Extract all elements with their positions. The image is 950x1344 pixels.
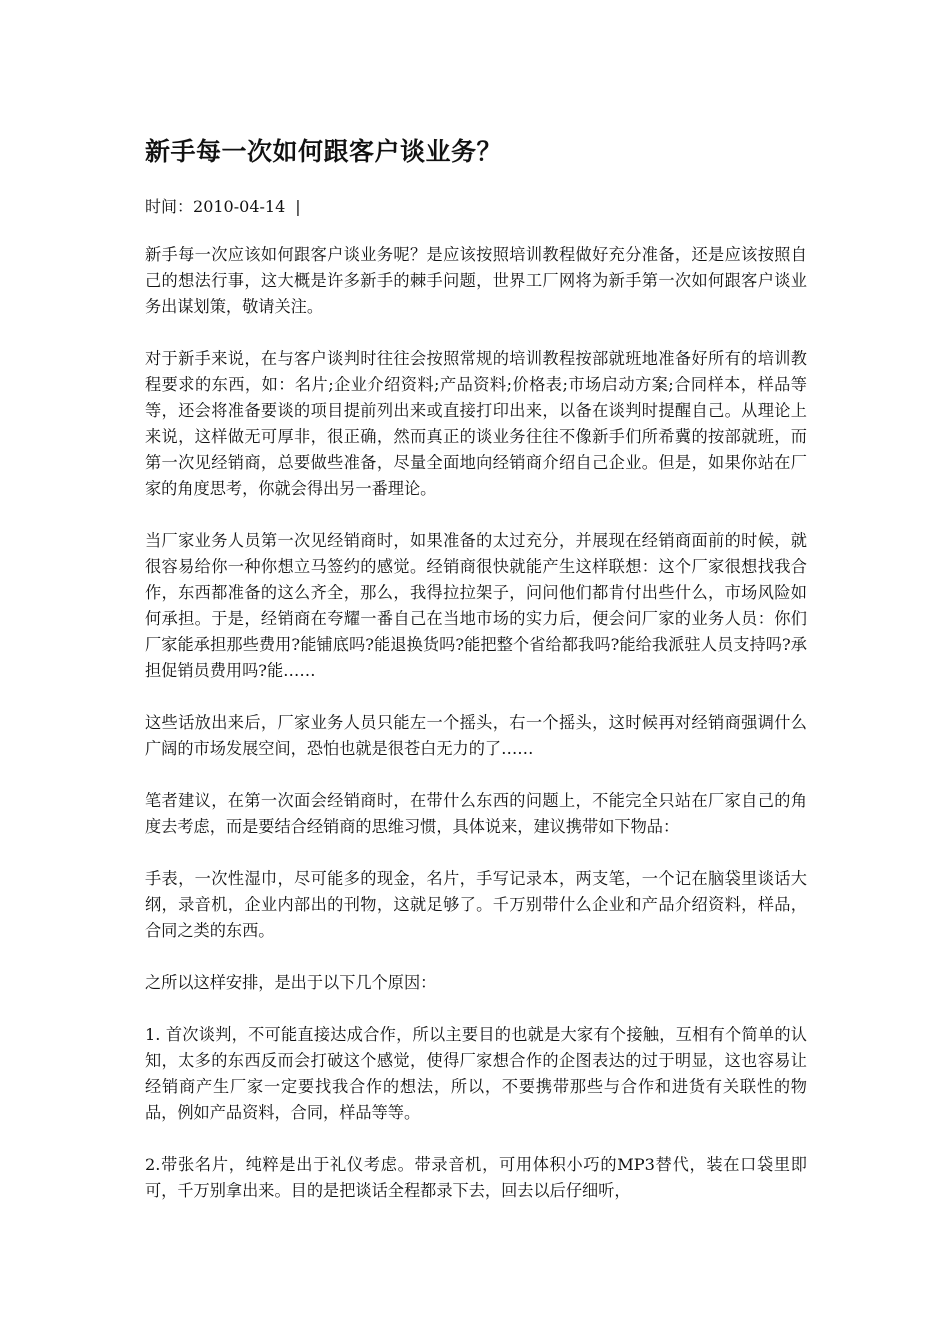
article: [145, 132, 807, 1230]
paragraph-dealer-reaction: 当厂家业务人员第一次见经销商时，如果准备的太过充分，并展现在经销商面前的时候，就很容易给你一种你想立马签约的感觉。经销商很快就能产生这样联想：这个厂家很想找我合作，东西都准备的这么齐全，那么，我得拉拉架子，问问他们都肯付出些什么，市场风险如何承担。于是，经销商在夸耀一番自己在当地市场的实力后，便会问厂家的业务人员：你们厂家能承担那些费用?能铺底吗?能退换货吗?能把整个省给都我吗?能给我派驻人员支持吗?承担促销员费用吗?能……: [145, 531, 807, 680]
article-title: 新手每一次如何跟客户谈业务？: [145, 137, 503, 166]
article-meta: [145, 194, 807, 220]
paragraph-newbie-prep: 对于新手来说，在与客户谈判时往往会按照常规的培训教程按部就班地准备好所有的培训教程要求的东西，如：名片;企业介绍资料;产品资料;价格表;市场启动方案;合同样本，样品等等，还会将准备要谈的项目提前列出来或直接打印出来，以备在谈判时提醒自己。从理论上来说，这样做无可厚非，很正确，然而真正的谈业务往往不像新手们所希冀的按部就班，而第一次见经销商，总要做些准备，尽量全面地向经销商介绍自己企业。但是，如果你站在厂家的角度思考，你就会得出另一番理论。: [145, 349, 807, 498]
time-label: 时间：: [145, 197, 194, 216]
paragraph-items: 手表，一次性湿巾，尽可能多的现金，名片，手写记录本，两支笔，一个记在脑袋里谈话大纲，录音机，企业内部出的刊物，这就足够了。千万别带什么企业和产品介绍资料，样品，合同之类的东西。: [145, 869, 807, 940]
meta-separator: |: [295, 197, 301, 216]
paragraph-reasons-intro: 之所以这样安排，是出于以下几个原因：: [145, 973, 437, 992]
paragraph-consequence: 这些话放出来后，厂家业务人员只能左一个摇头，右一个摇头，这时候再对经销商强调什么广阔的市场发展空间，恐怕也就是很苍白无力的了……: [145, 713, 807, 758]
paragraph-intro: 新手每一次应该如何跟客户谈业务呢？是应该按照培训教程做好充分准备，还是应该按照自己的想法行事，这大概是许多新手的棘手问题，世界工厂网将为新手第一次如何跟客户谈业务出谋划策，敬请关注。: [145, 245, 807, 316]
paragraph-reason-1: 1. 首次谈判，不可能直接达成合作，所以主要目的也就是大家有个接触，互相有个简单的认知，太多的东西反而会打破这个感觉，使得厂家想合作的企图表达的过于明显，这也容易让经销商产生厂家一定要找我合作的想法，所以，不要携带那些与合作和进货有关联性的物品，例如产品资料，合同，样品等等。: [145, 1025, 807, 1122]
paragraph-suggestion: 笔者建议，在第一次面会经销商时，在带什么东西的问题上，不能完全只站在厂家自己的角度去考虑，而是要结合经销商的思维习惯，具体说来，建议携带如下物品：: [145, 791, 807, 836]
publish-date: 2010-04-14: [193, 197, 286, 216]
paragraph-reason-2: 2.带张名片，纯粹是出于礼仪考虑。带录音机，可用体积小巧的MP3替代，装在口袋里即可，千万别拿出来。目的是把谈话全程都录下去，回去以后仔细听，: [145, 1155, 807, 1200]
